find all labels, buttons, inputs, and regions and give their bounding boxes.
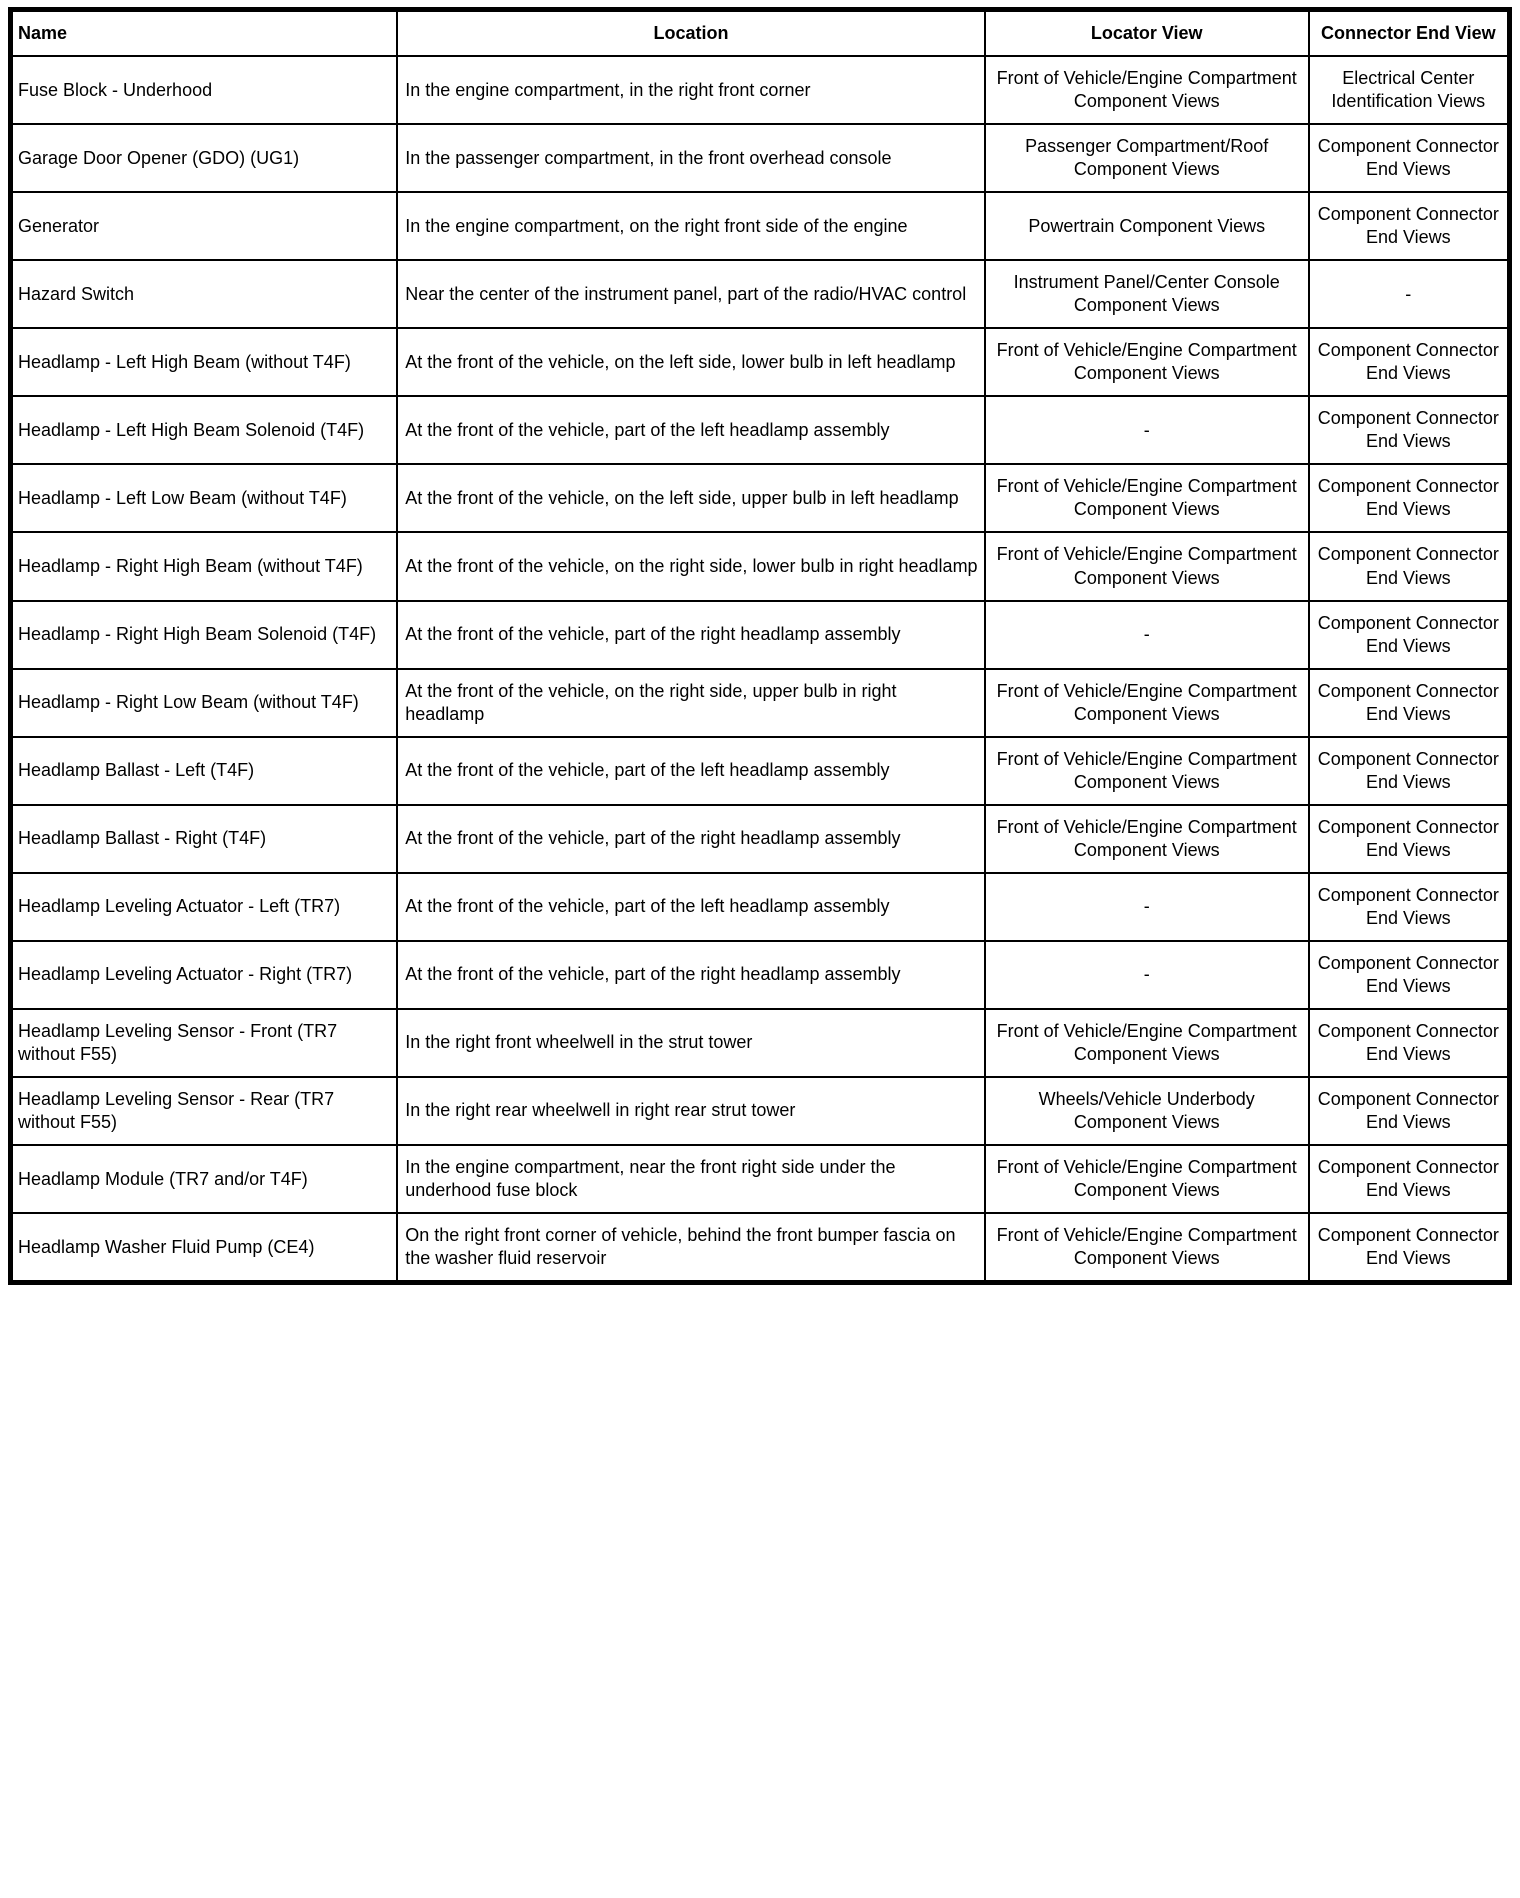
locator-view-cell: Front of Vehicle/Engine Compartment Component Views bbox=[985, 1213, 1309, 1283]
name-cell: Headlamp Washer Fluid Pump (CE4) bbox=[11, 1213, 398, 1283]
table-row bbox=[11, 941, 1510, 1009]
table-row bbox=[11, 669, 1510, 737]
connector-end-view-cell: Electrical Center Identification Views bbox=[1309, 56, 1510, 124]
location-cell: At the front of the vehicle, part of the right headlamp assembly bbox=[397, 805, 985, 873]
locator-view-cell: Front of Vehicle/Engine Compartment Component Views bbox=[985, 805, 1309, 873]
header-name: Name bbox=[11, 10, 398, 57]
connector-end-view-cell: Component Connector End Views bbox=[1309, 328, 1510, 396]
table-row bbox=[11, 396, 1510, 464]
location-cell: At the front of the vehicle, part of the right headlamp assembly bbox=[397, 941, 985, 1009]
name-cell: Headlamp - Left Low Beam (without T4F) bbox=[11, 464, 398, 532]
table-row bbox=[11, 260, 1510, 328]
connector-end-view-cell: Component Connector End Views bbox=[1309, 669, 1510, 737]
locator-view-cell: Front of Vehicle/Engine Compartment Component Views bbox=[985, 464, 1309, 532]
locator-view-cell: Wheels/Vehicle Underbody Component Views bbox=[985, 1077, 1309, 1145]
connector-end-view-cell: Component Connector End Views bbox=[1309, 532, 1510, 600]
name-cell: Headlamp Leveling Actuator - Right (TR7) bbox=[11, 941, 398, 1009]
location-cell: In the engine compartment, near the front right side under the underhood fuse block bbox=[397, 1145, 985, 1213]
table-row bbox=[11, 1009, 1510, 1077]
name-cell: Headlamp Ballast - Left (T4F) bbox=[11, 737, 398, 805]
locator-view-cell: Powertrain Component Views bbox=[985, 192, 1309, 260]
connector-end-view-cell: Component Connector End Views bbox=[1309, 124, 1510, 192]
locator-view-cell: Front of Vehicle/Engine Compartment Component Views bbox=[985, 737, 1309, 805]
name-cell: Headlamp Ballast - Right (T4F) bbox=[11, 805, 398, 873]
table-row bbox=[11, 737, 1510, 805]
component-location-table bbox=[8, 7, 1512, 1285]
location-cell: At the front of the vehicle, part of the left headlamp assembly bbox=[397, 737, 985, 805]
locator-view-cell: Front of Vehicle/Engine Compartment Component Views bbox=[985, 1145, 1309, 1213]
location-cell: In the right rear wheelwell in right rear strut tower bbox=[397, 1077, 985, 1145]
locator-view-cell: - bbox=[985, 601, 1309, 669]
connector-end-view-cell: Component Connector End Views bbox=[1309, 192, 1510, 260]
connector-end-view-cell: Component Connector End Views bbox=[1309, 805, 1510, 873]
locator-view-cell: Front of Vehicle/Engine Compartment Component Views bbox=[985, 328, 1309, 396]
header-locator-view: Locator View bbox=[985, 10, 1309, 57]
header-location: Location bbox=[397, 10, 985, 57]
locator-view-cell: Instrument Panel/Center Console Component Views bbox=[985, 260, 1309, 328]
connector-end-view-cell: Component Connector End Views bbox=[1309, 737, 1510, 805]
locator-view-cell: - bbox=[985, 396, 1309, 464]
locator-view-cell: - bbox=[985, 873, 1309, 941]
name-cell: Headlamp Leveling Sensor - Rear (TR7 without F55) bbox=[11, 1077, 398, 1145]
connector-end-view-cell: Component Connector End Views bbox=[1309, 396, 1510, 464]
connector-end-view-cell: Component Connector End Views bbox=[1309, 601, 1510, 669]
connector-end-view-cell: Component Connector End Views bbox=[1309, 1009, 1510, 1077]
name-cell: Headlamp - Left High Beam Solenoid (T4F) bbox=[11, 396, 398, 464]
table-row bbox=[11, 873, 1510, 941]
name-cell: Headlamp Leveling Actuator - Left (TR7) bbox=[11, 873, 398, 941]
locator-view-cell: Front of Vehicle/Engine Compartment Component Views bbox=[985, 56, 1309, 124]
location-cell: At the front of the vehicle, on the left side, lower bulb in left headlamp bbox=[397, 328, 985, 396]
locator-view-cell: Passenger Compartment/Roof Component Views bbox=[985, 124, 1309, 192]
connector-end-view-cell: Component Connector End Views bbox=[1309, 1145, 1510, 1213]
connector-end-view-cell: Component Connector End Views bbox=[1309, 1077, 1510, 1145]
header-row bbox=[11, 10, 1510, 57]
table-row bbox=[11, 532, 1510, 600]
table-row bbox=[11, 1213, 1510, 1283]
name-cell: Headlamp Module (TR7 and/or T4F) bbox=[11, 1145, 398, 1213]
table-row bbox=[11, 464, 1510, 532]
table-row bbox=[11, 805, 1510, 873]
locator-view-cell: Front of Vehicle/Engine Compartment Component Views bbox=[985, 669, 1309, 737]
table-row bbox=[11, 124, 1510, 192]
table-row bbox=[11, 56, 1510, 124]
table-header bbox=[11, 10, 1510, 57]
locator-view-cell: Front of Vehicle/Engine Compartment Component Views bbox=[985, 532, 1309, 600]
table-row bbox=[11, 1145, 1510, 1213]
location-cell: Near the center of the instrument panel, part of the radio/HVAC control bbox=[397, 260, 985, 328]
table-row bbox=[11, 601, 1510, 669]
location-cell: At the front of the vehicle, part of the left headlamp assembly bbox=[397, 396, 985, 464]
table-body bbox=[11, 56, 1510, 1283]
connector-end-view-cell: Component Connector End Views bbox=[1309, 941, 1510, 1009]
connector-end-view-cell: Component Connector End Views bbox=[1309, 464, 1510, 532]
location-cell: In the engine compartment, in the right front corner bbox=[397, 56, 985, 124]
location-cell: In the passenger compartment, in the front overhead console bbox=[397, 124, 985, 192]
header-connector-end-view: Connector End View bbox=[1309, 10, 1510, 57]
locator-view-cell: Front of Vehicle/Engine Compartment Component Views bbox=[985, 1009, 1309, 1077]
connector-end-view-cell: - bbox=[1309, 260, 1510, 328]
name-cell: Headlamp Leveling Sensor - Front (TR7 without F55) bbox=[11, 1009, 398, 1077]
locator-view-cell: - bbox=[985, 941, 1309, 1009]
name-cell: Fuse Block - Underhood bbox=[11, 56, 398, 124]
location-cell: At the front of the vehicle, part of the left headlamp assembly bbox=[397, 873, 985, 941]
table-row bbox=[11, 1077, 1510, 1145]
location-cell: In the right front wheelwell in the strut tower bbox=[397, 1009, 985, 1077]
location-cell: In the engine compartment, on the right front side of the engine bbox=[397, 192, 985, 260]
name-cell: Generator bbox=[11, 192, 398, 260]
name-cell: Headlamp - Right Low Beam (without T4F) bbox=[11, 669, 398, 737]
connector-end-view-cell: Component Connector End Views bbox=[1309, 1213, 1510, 1283]
location-cell: At the front of the vehicle, on the right side, upper bulb in right headlamp bbox=[397, 669, 985, 737]
connector-end-view-cell: Component Connector End Views bbox=[1309, 873, 1510, 941]
location-cell: At the front of the vehicle, on the right side, lower bulb in right headlamp bbox=[397, 532, 985, 600]
table-row bbox=[11, 192, 1510, 260]
location-cell: At the front of the vehicle, on the left side, upper bulb in left headlamp bbox=[397, 464, 985, 532]
table-row bbox=[11, 328, 1510, 396]
name-cell: Headlamp - Left High Beam (without T4F) bbox=[11, 328, 398, 396]
name-cell: Headlamp - Right High Beam (without T4F) bbox=[11, 532, 398, 600]
name-cell: Garage Door Opener (GDO) (UG1) bbox=[11, 124, 398, 192]
name-cell: Hazard Switch bbox=[11, 260, 398, 328]
location-cell: At the front of the vehicle, part of the right headlamp assembly bbox=[397, 601, 985, 669]
location-cell: On the right front corner of vehicle, behind the front bumper fascia on the washer fluid reservoir bbox=[397, 1213, 985, 1283]
name-cell: Headlamp - Right High Beam Solenoid (T4F) bbox=[11, 601, 398, 669]
